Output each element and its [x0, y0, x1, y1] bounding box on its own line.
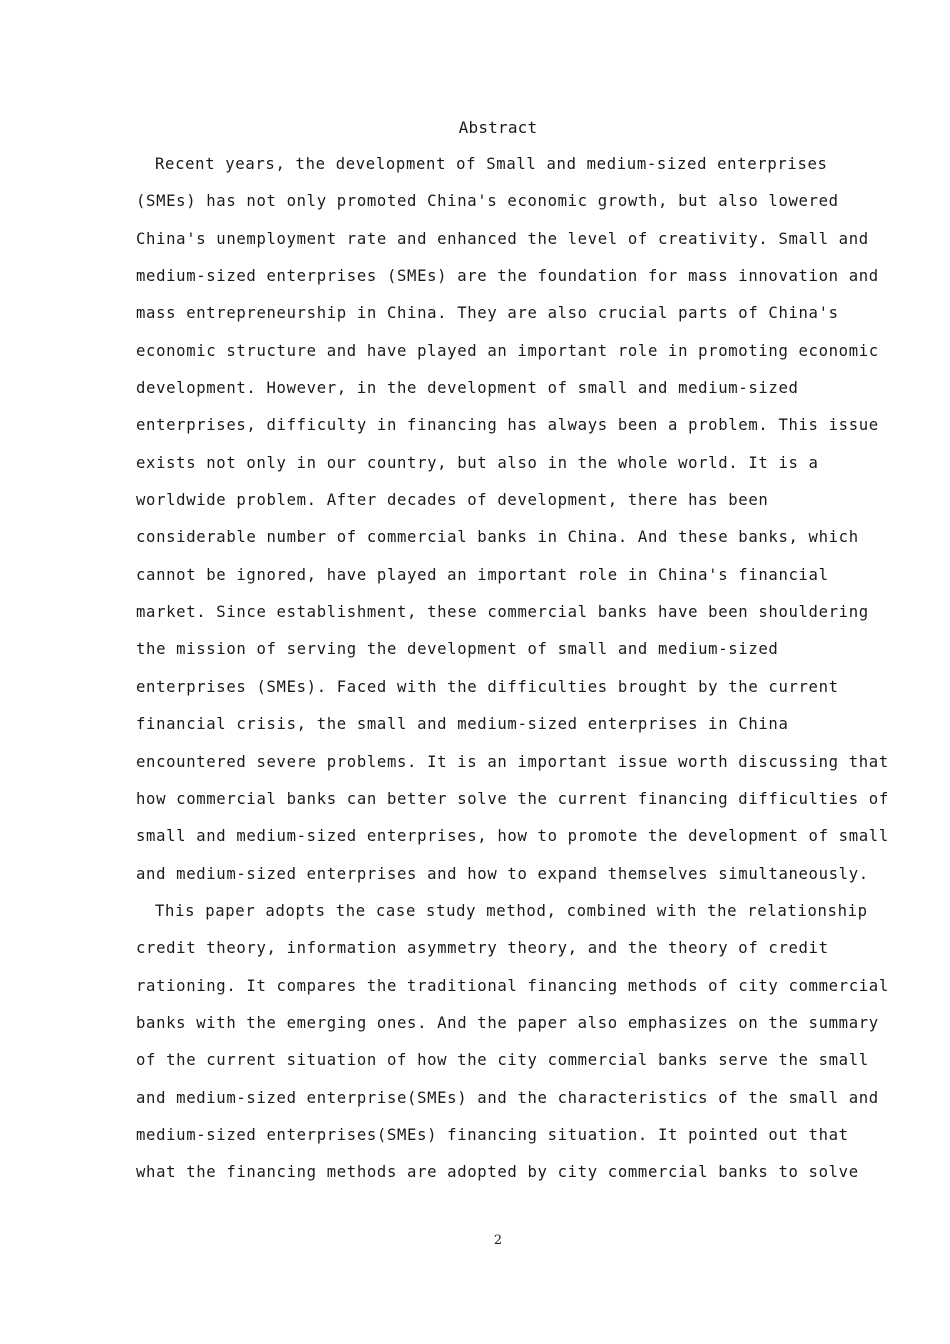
- text-line: enterprises, difficulty in financing has always been a problem. This issue: [136, 416, 879, 435]
- text-line: This paper adopts the case study method, combined with the relationship: [155, 901, 868, 920]
- text-line: development. However, in the development of small and medium-sized: [136, 379, 799, 398]
- text-line: mass entrepreneurship in China. They are also crucial parts of China's: [136, 304, 839, 323]
- text-line: considerable number of commercial banks in China. And these banks, which: [136, 528, 859, 547]
- text-line: and medium-sized enterprises and how to expand themselves simultaneously.: [136, 864, 869, 883]
- text-line: medium-sized enterprises (SMEs) are the foundation for mass innovation and: [136, 267, 879, 286]
- text-line: and medium-sized enterprise(SMEs) and the characteristics of the small and: [136, 1088, 879, 1107]
- text-line: small and medium-sized enterprises, how to promote the development of small: [136, 827, 889, 846]
- abstract-body: [136, 151, 889, 1197]
- text-line: financial crisis, the small and medium-sized enterprises in China: [136, 715, 789, 734]
- text-line: of the current situation of how the city commercial banks serve the small: [136, 1051, 869, 1070]
- text-line: enterprises (SMEs). Faced with the difficulties brought by the current: [136, 677, 839, 696]
- abstract-title: Abstract: [458, 118, 538, 137]
- text-line: banks with the emerging ones. And the paper also emphasizes on the summary: [136, 1013, 879, 1032]
- text-line: market. Since establishment, these commercial banks have been shouldering: [136, 603, 869, 622]
- text-line: Recent years, the development of Small and medium-sized enterprises: [155, 155, 828, 173]
- text-line: credit theory, information asymmetry theory, and the theory of credit: [136, 939, 829, 958]
- page-number: 2: [493, 1233, 503, 1248]
- text-line: rationing. It compares the traditional financing methods of city commercial: [136, 976, 889, 995]
- text-line: what the financing methods are adopted by city commercial banks to solve: [136, 1163, 859, 1182]
- text-line: worldwide problem. After decades of development, there has been: [136, 491, 769, 510]
- text-line: the mission of serving the development of small and medium-sized: [136, 640, 779, 659]
- text-line: how commercial banks can better solve the current financing difficulties of: [136, 789, 889, 808]
- text-line: China's unemployment rate and enhanced the level of creativity. Small and: [136, 229, 869, 248]
- text-line: (SMEs) has not only promoted China's economic growth, but also lowered: [136, 192, 839, 211]
- text-line: exists not only in our country, but also in the whole world. It is a: [136, 453, 819, 472]
- paragraph-1: [136, 151, 889, 898]
- text-line: medium-sized enterprises(SMEs) financing situation. It pointed out that: [136, 1125, 849, 1144]
- text-line: cannot be ignored, have played an important role in China's financial: [136, 565, 829, 584]
- paragraph-2: [136, 898, 889, 1197]
- text-line: economic structure and have played an important role in promoting economic: [136, 341, 879, 360]
- text-line: encountered severe problems. It is an important issue worth discussing that: [136, 752, 889, 771]
